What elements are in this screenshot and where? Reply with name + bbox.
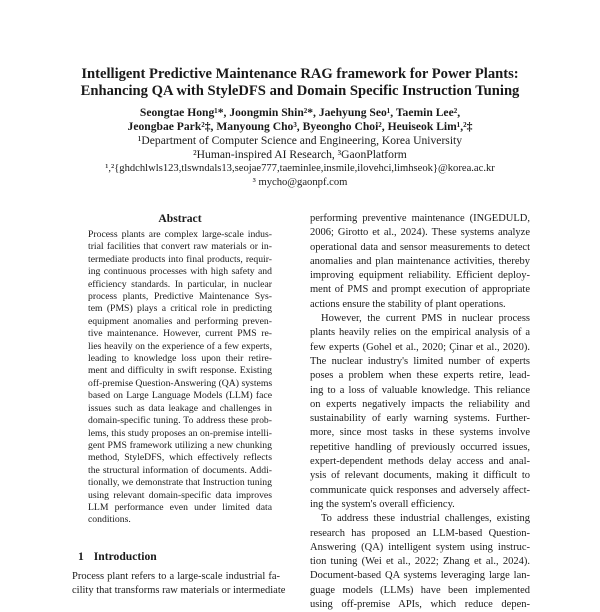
body-line: To address these industrial challenges, existing xyxy=(321,513,530,525)
abstract-line: ment and difficulty in swift response. Existing xyxy=(88,365,272,377)
abstract-line: ing continuous processes with high safety and xyxy=(88,266,272,278)
abstract-line: gent PMS framework utilizing a new chunking xyxy=(88,439,272,451)
body-line: actions ensure the stability of plant operations. xyxy=(310,298,506,310)
right-column-body xyxy=(310,212,530,612)
section-title: Introduction xyxy=(93,550,157,563)
abstract-line: conditions. xyxy=(88,514,131,526)
body-line: more, since most tasks in these systems involve xyxy=(310,427,530,439)
intro-line: Process plant refers to a large-scale industrial fa- xyxy=(72,571,280,582)
abstract-line: lies heavily on the experience of a few experts, xyxy=(88,340,272,352)
affiliation-1: ¹Department of Computer Science and Engineering, Korea University xyxy=(137,134,463,147)
body-line: expert-dependent methods delay access and anal- xyxy=(310,456,530,468)
abstract-line: domain-specific tuning. To address these prob- xyxy=(88,415,272,427)
emails-line-2: ³ mycho@gaonpf.com xyxy=(252,177,348,188)
introduction-body xyxy=(72,570,286,599)
abstract-line: trial facilities that convert raw materials or in- xyxy=(88,241,272,253)
body-line: communicate quick responses and adversely affect- xyxy=(310,484,530,496)
body-line: research has proposed an LLM-based Question- xyxy=(310,527,530,539)
author-block xyxy=(40,106,560,190)
abstract-line: Process plants are complex large-scale indus- xyxy=(88,229,272,240)
body-line: guage models (LLMs) have been implemented xyxy=(310,584,530,596)
body-line: tion tuning (Wei et al., 2022; Zhang et al., 2024). xyxy=(310,556,530,568)
abstract-line: leading to knowledge loss upon their retire- xyxy=(88,353,272,365)
authors-line-2: Jeongbae Park²‡, Manyoung Cho³, Byeongho Choi², Heuiseok Lim¹,²‡ xyxy=(127,120,473,133)
abstract-heading: Abstract xyxy=(158,212,202,225)
abstract-line: method, StyleDFS, which effectively reflects xyxy=(88,452,272,464)
body-line: ing the system's overall efficiency. xyxy=(310,498,455,510)
section-heading-introduction xyxy=(78,550,157,563)
body-line: ysis of relevant documents, making it difficult to xyxy=(310,470,530,482)
paper-title xyxy=(40,66,560,100)
abstract-line: the structural information of documents. Addi- xyxy=(88,464,272,476)
body-line: ment of PMS and prompt execution of appropriate xyxy=(310,284,530,296)
abstract-line: issues such as data leakage and challenges in xyxy=(88,402,272,414)
body-line: plants heavily relies on the empirical analysis of a xyxy=(310,327,530,339)
abstract-line: lems, this study proposes an on-premise intelli- xyxy=(88,427,272,439)
section-number: 1 xyxy=(78,550,84,563)
abstract-line: using relevant domain-specific data improves xyxy=(88,489,272,501)
intro-line: cility that transforms raw materials or intermediate xyxy=(72,585,286,597)
body-line: Answering (QA) intelligent system using instruc- xyxy=(310,541,530,553)
abstract-line: tionally, we demonstrate that Instruction tuning xyxy=(88,477,272,489)
body-line: on experts negatively impacts the reliability and xyxy=(310,398,530,410)
affiliation-2: ²Human-inspired AI Research, ³GaonPlatform xyxy=(193,148,407,161)
abstract-line: efficiency standards. In particular, in nuclear xyxy=(88,278,272,290)
abstract-line: equipment anomalies and performing preven- xyxy=(88,315,272,327)
abstract-line: LLM performance even under limited data xyxy=(88,501,272,513)
abstract-line: process plants, Predictive Maintenance Sys- xyxy=(88,291,272,303)
body-line: operational data and sensor measurements to detect xyxy=(310,241,530,253)
body-line: using off-premise APIs, which reduce depen- xyxy=(310,599,530,611)
body-line: few experts (Gohel et al., 2020; Çinar et al., 2020). xyxy=(310,341,530,353)
abstract-line: termediate products into final products, requir- xyxy=(88,253,272,265)
abstract-line: tive maintenance. However, current PMS re- xyxy=(88,328,272,340)
title-line-1: Intelligent Predictive Maintenance RAG framework for Power Plants: xyxy=(81,66,519,82)
body-line: poses a problem when these experts retire, lead- xyxy=(310,370,530,382)
abstract-line: tem (PMS) plays a critical role in predicting xyxy=(88,303,272,315)
body-line: performing preventive maintenance (INGEDULD, xyxy=(310,213,530,224)
abstract-line: off-premise Question-Answering (QA) systems xyxy=(88,377,273,389)
abstract-body xyxy=(88,229,272,527)
body-line: repetitive handling of previously occurred issues, xyxy=(310,441,530,453)
body-line: sustainability of early warning systems. Further- xyxy=(310,413,530,425)
body-line: improving equipment reliability. Efficient deploy- xyxy=(310,270,530,282)
body-line: anomalies and plan maintenance activities, thereby xyxy=(310,255,530,267)
body-line: ing to a loss of valuable knowledge. This reliance xyxy=(310,384,530,396)
body-line: However, the current PMS in nuclear process xyxy=(321,313,530,325)
title-line-2: Enhancing QA with StyleDFS and Domain Specific Instruction Tuning xyxy=(80,83,520,99)
body-line: The nuclear industry's limited number of experts xyxy=(310,355,530,367)
body-line: 2006; Girotto et al., 2024). These systems analyze xyxy=(310,227,530,239)
authors-line-1: Seongtae Hong¹*, Joongmin Shin²*, Jaehyung Seo¹, Taemin Lee², xyxy=(139,106,461,119)
body-line: Document-based QA systems leveraging large lan- xyxy=(310,570,530,582)
abstract-line: based on Large Language Models (LLM) face xyxy=(88,390,272,402)
emails-line-1: ¹,²{ghdchlwls123,tlswndals13,seojae777,taeminlee,insmile,ilovehci,limhseok}@korea.ac.kr xyxy=(105,163,495,174)
